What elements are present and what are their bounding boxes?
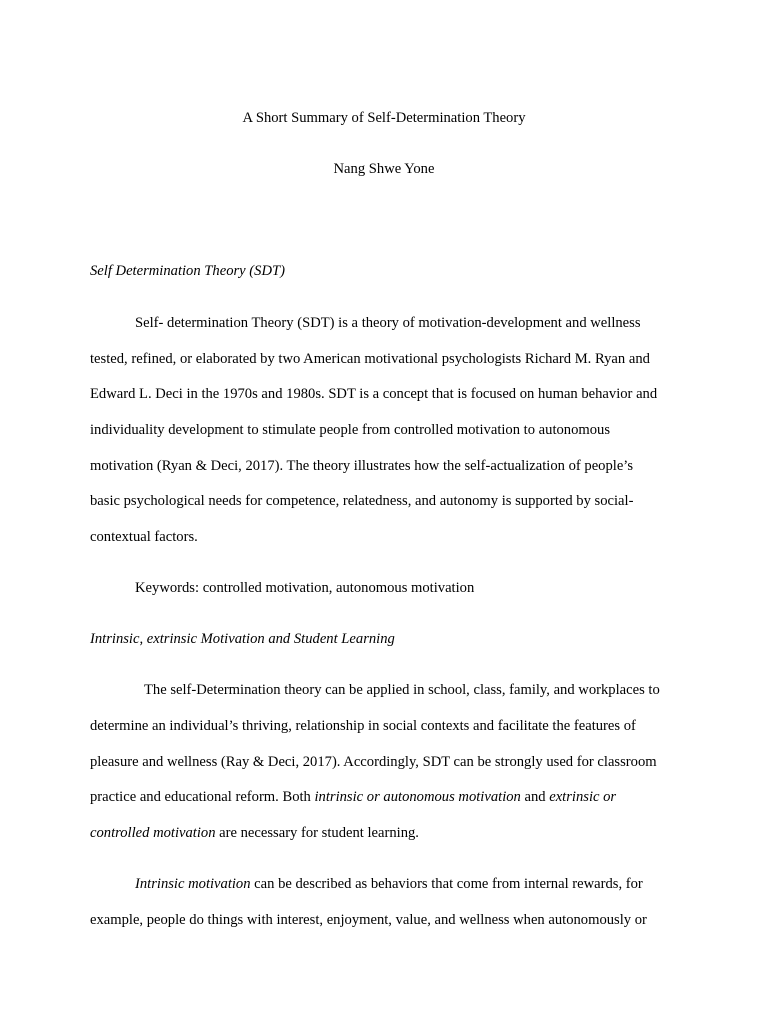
paragraph-line xyxy=(90,787,616,807)
paragraph-line: Self- determination Theory (SDT) is a theory of motivation-development and wellness xyxy=(135,315,641,331)
paragraph-line: example, people do things with interest, enjoyment, value, and wellness when autonomously or xyxy=(90,912,647,928)
paragraph-line: tested, refined, or elaborated by two American motivational psychologists Richard M. Ryan and xyxy=(90,351,650,367)
emphasis-intrinsic-motivation: Intrinsic motivation xyxy=(135,876,251,892)
paragraph-line xyxy=(90,823,419,843)
text-run: and xyxy=(520,789,550,805)
section-heading-intrinsic-extrinsic: Intrinsic, extrinsic Motivation and Student Learning xyxy=(90,631,395,647)
paragraph-line xyxy=(135,874,643,894)
text-run: are necessary for student learning. xyxy=(215,825,419,841)
document-author: Nang Shwe Yone xyxy=(333,161,435,177)
paragraph-line: contextual factors. xyxy=(90,529,198,545)
text-run: can be described as behaviors that come from internal rewards, for xyxy=(250,876,643,892)
paragraph-line: individuality development to stimulate people from controlled motivation to autonomous xyxy=(90,422,611,438)
section-heading-sdt: Self Determination Theory (SDT) xyxy=(90,263,285,279)
paragraph-line: The self-Determination theory can be applied in school, class, family, and workplaces to xyxy=(144,682,660,698)
text-run: practice and educational reform. Both xyxy=(90,789,315,805)
emphasis-controlled-motivation: controlled motivation xyxy=(90,825,216,841)
paragraph-line: Edward L. Deci in the 1970s and 1980s. SDT is a concept that is focused on human behavior and xyxy=(90,386,658,402)
emphasis-intrinsic-autonomous: intrinsic or autonomous motivation xyxy=(314,789,521,805)
document-title: A Short Summary of Self-Determination Theory xyxy=(242,110,526,126)
paragraph-line: determine an individual’s thriving, relationship in social contexts and facilitate the features of xyxy=(90,718,636,734)
paragraph-line: basic psychological needs for competence, relatedness, and autonomy is supported by social- xyxy=(90,493,634,509)
paragraph-line: pleasure and wellness (Ray & Deci, 2017). Accordingly, SDT can be strongly used for classroom xyxy=(90,754,657,770)
keywords-line: Keywords: controlled motivation, autonomous motivation xyxy=(135,580,475,596)
emphasis-extrinsic: extrinsic or xyxy=(549,789,617,805)
paragraph-line: motivation (Ryan & Deci, 2017). The theory illustrates how the self-actualization of people’s xyxy=(90,458,634,474)
